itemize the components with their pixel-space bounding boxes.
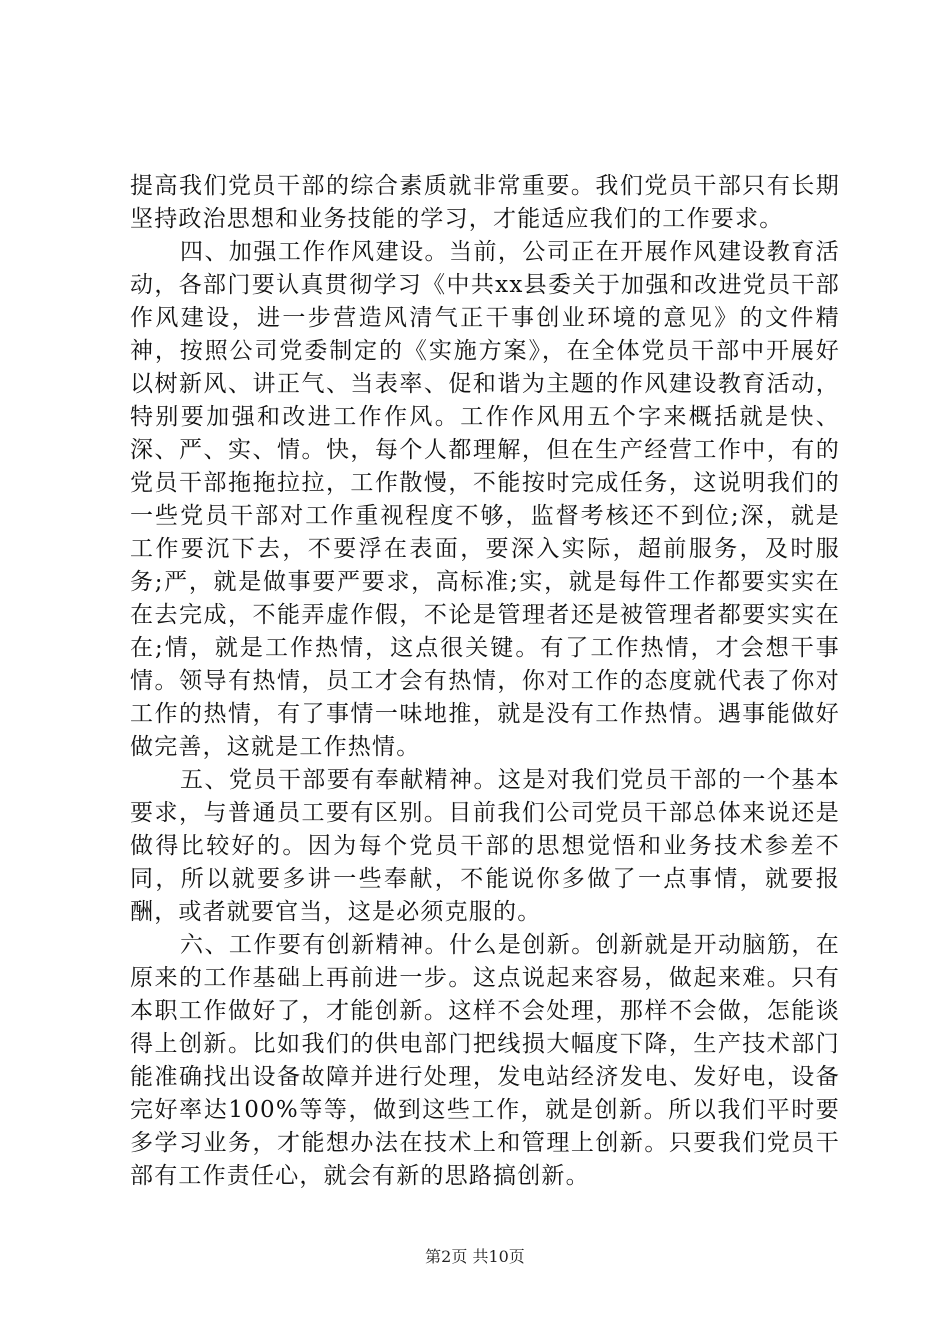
- paragraph-continuation: 提高我们党员干部的综合素质就非常重要。我们党员干部只有长期坚持政治思想和业务技能的学习，才能适应我们的工作要求。: [130, 173, 840, 232]
- document-body: [130, 170, 840, 1193]
- paragraph-section-five: 五、党员干部要有奉献精神。这是对我们党员干部的一个基本要求，与普通员工要有区别。目前我们公司党员干部总体来说还是做得比较好的。因为每个党员干部的思想觉悟和业务技术参差不同，所以就要多讲一些奉献，不能说你多做了一点事情，就要报酬，或者就要官当，这是必须克服的。: [130, 767, 840, 925]
- paragraph-section-four: 四、加强工作作风建设。当前，公司正在开展作风建设教育活动，各部门要认真贯彻学习《中共xx县委关于加强和改进党员干部作风建设，进一步营造风清气正干事创业环境的意见》的文件精神，按照公司党委制定的《实施方案》，在全体党员干部中开展好以树新风、讲正气、当表率、促和谐为主题的作风建设教育活动，特别要加强和改进工作作风。工作作风用五个字来概括就是快、深、严、实、情。快，每个人都理解，但在生产经营工作中，有的党员干部拖拖拉拉，工作散慢，不能按时完成任务，这说明我们的一些党员干部对工作重视程度不够，监督考核还不到位;深，就是工作要沉下去，不要浮在表面，要深入实际，超前服务，及时服务;严，就是做事要严要求，高标准;实，就是每件工作都要实实在在去完成，不能弄虚作假，不论是管理者还是被管理者都要实实在在;情，就是工作热情，这点很关键。有了工作热情，才会想干事情。领导有热情，员工才会有热情，你对工作的态度就代表了你对工作的热情，有了事情一味地推，就是没有工作热情。遇事能做好做完善，这就是工作热情。: [130, 239, 840, 760]
- paragraph-section-six: 六、工作要有创新精神。什么是创新。创新就是开动脑筋，在原来的工作基础上再前进一步。这点说起来容易，做起来难。只有本职工作做好了，才能创新。这样不会处理，那样不会做，怎能谈得上创新。比如我们的供电部门把线损大幅度下降，生产技术部门能准确找出设备故障并进行处理，发电站经济发电、发好电，设备完好率达100%等等，做到这些工作，就是创新。所以我们平时要多学习业务，才能想办法在技术上和管理上创新。只要我们党员干部有工作责任心，就会有新的思路搞创新。: [130, 932, 840, 1189]
- page-number-footer: 第2页 共10页: [425, 1247, 525, 1266]
